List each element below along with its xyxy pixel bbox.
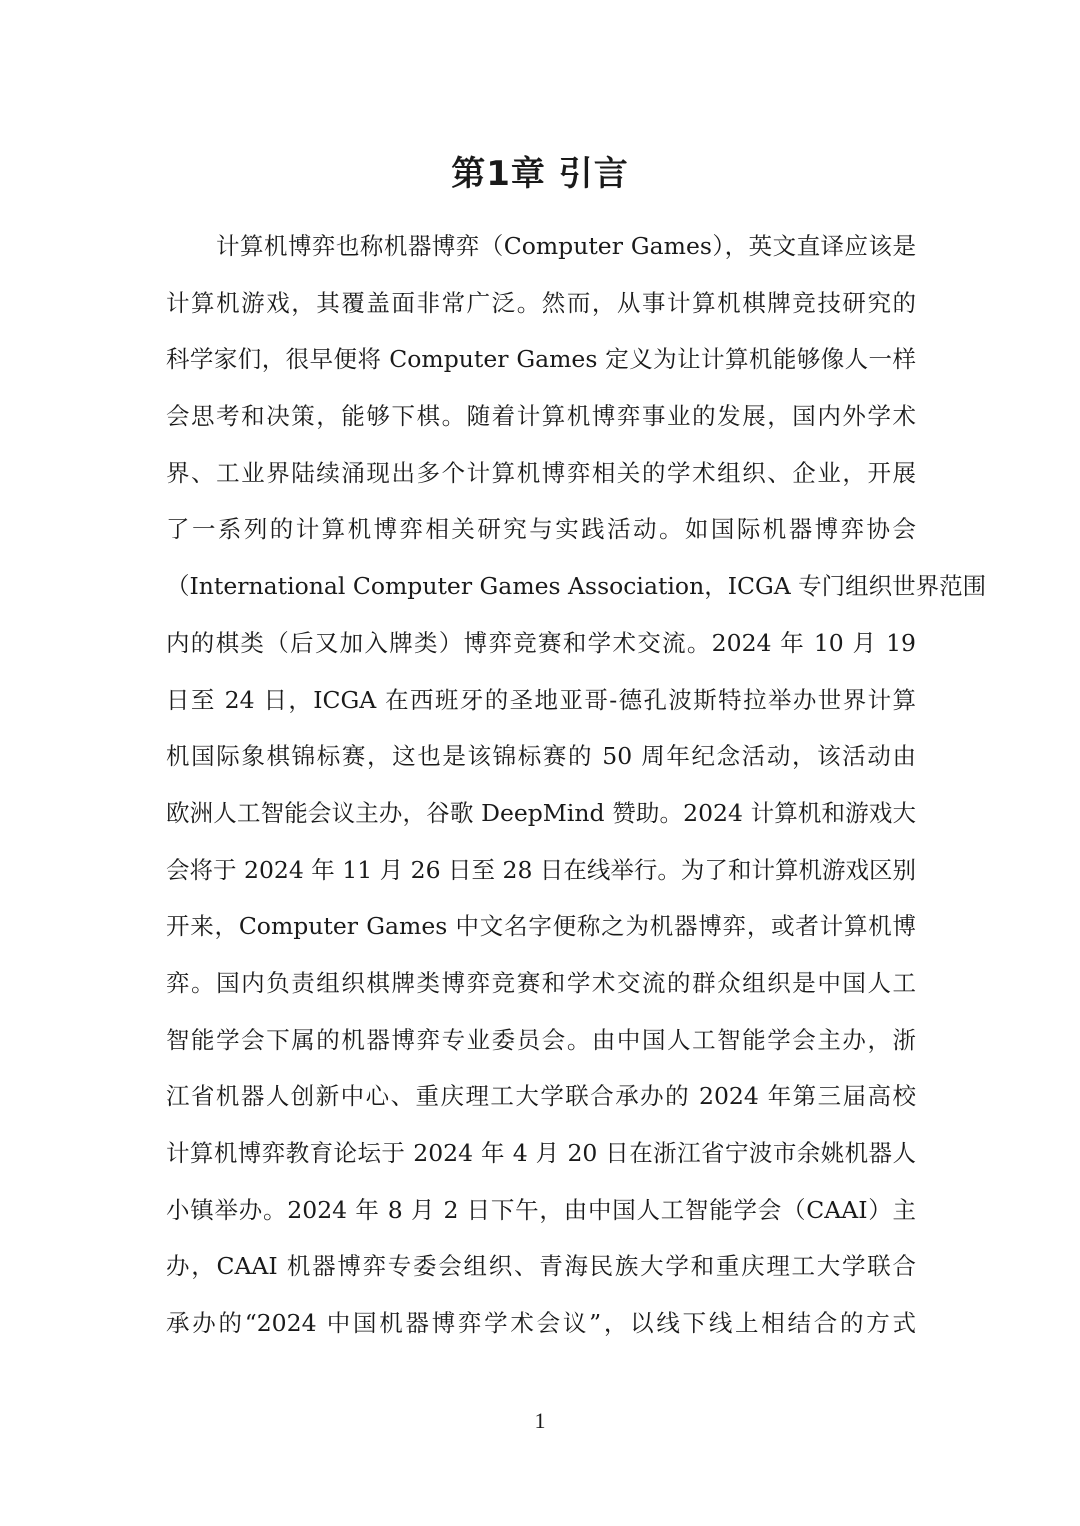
paragraph-line: 智能学会下属的机器博弈专业委员会。由中国人工智能学会主办，浙: [166, 1025, 916, 1054]
paragraph-line: 计算机游戏，其覆盖面非常广泛。然而，从事计算机棋牌竞技研究的: [166, 288, 916, 317]
paragraph-line: 计算机博弈教育论坛于 2024 年 4 月 20 日在浙江省宁波市余姚机器人: [166, 1139, 916, 1167]
paragraph-line: 了一系列的计算机博弈相关研究与实践活动。如国际机器博弈协会: [166, 515, 916, 544]
paragraph-line: 欧洲人工智能会议主办，谷歌 DeepMind 赞助。2024 计算机和游戏大: [166, 798, 916, 827]
paragraph-line: 小镇举办。2024 年 8 月 2 日下午，由中国人工智能学会（CAAI）主: [166, 1195, 916, 1224]
paragraph-line: 日至 24 日，ICGA 在西班牙的圣地亚哥-德孔波斯特拉举办世界计算: [166, 685, 916, 714]
paragraph-line: 内的棋类（后又加入牌类）博弈竞赛和学术交流。2024 年 10 月 19: [166, 628, 916, 657]
paragraph-line: （International Computer Games Association，ICGA 专门组织世界范围: [166, 572, 987, 601]
paragraph-line: 计算机博弈也称机器博弈（Computer Games），英文直译应该是: [216, 232, 916, 260]
paragraph-line: 办，CAAI 机器博弈专委会组织、青海民族大学和重庆理工大学联合: [166, 1252, 916, 1281]
paragraph-line: 承办的“2024 中国机器博弈学术会议”，以线下线上相结合的方式: [166, 1309, 916, 1338]
page-number: 1: [534, 1408, 546, 1433]
paragraph-line: 会将于 2024 年 11 月 26 日至 28 日在线举行。为了和计算机游戏区别: [166, 855, 916, 884]
paragraph-line: 界、工业界陆续涌现出多个计算机博弈相关的学术组织、企业，开展: [166, 458, 916, 487]
paragraph-line: 开来，Computer Games 中文名字便称之为机器博弈，或者计算机博: [166, 912, 916, 941]
paragraph-line: 江省机器人创新中心、重庆理工大学联合承办的 2024 年第三届高校: [166, 1082, 916, 1111]
paragraph-line: 会思考和决策，能够下棋。随着计算机博弈事业的发展，国内外学术: [166, 402, 916, 431]
paragraph-line: 弈。国内负责组织棋牌类博弈竞赛和学术交流的群众组织是中国人工: [166, 968, 916, 997]
paragraph-line: 机国际象棋锦标赛，这也是该锦标赛的 50 周年纪念活动，该活动由: [166, 742, 916, 771]
chapter-title: 第1章 引言: [451, 154, 629, 194]
paragraph-line: 科学家们，很早便将 Computer Games 定义为让计算机能够像人一样: [166, 345, 916, 374]
body-paragraph: [166, 218, 987, 1352]
